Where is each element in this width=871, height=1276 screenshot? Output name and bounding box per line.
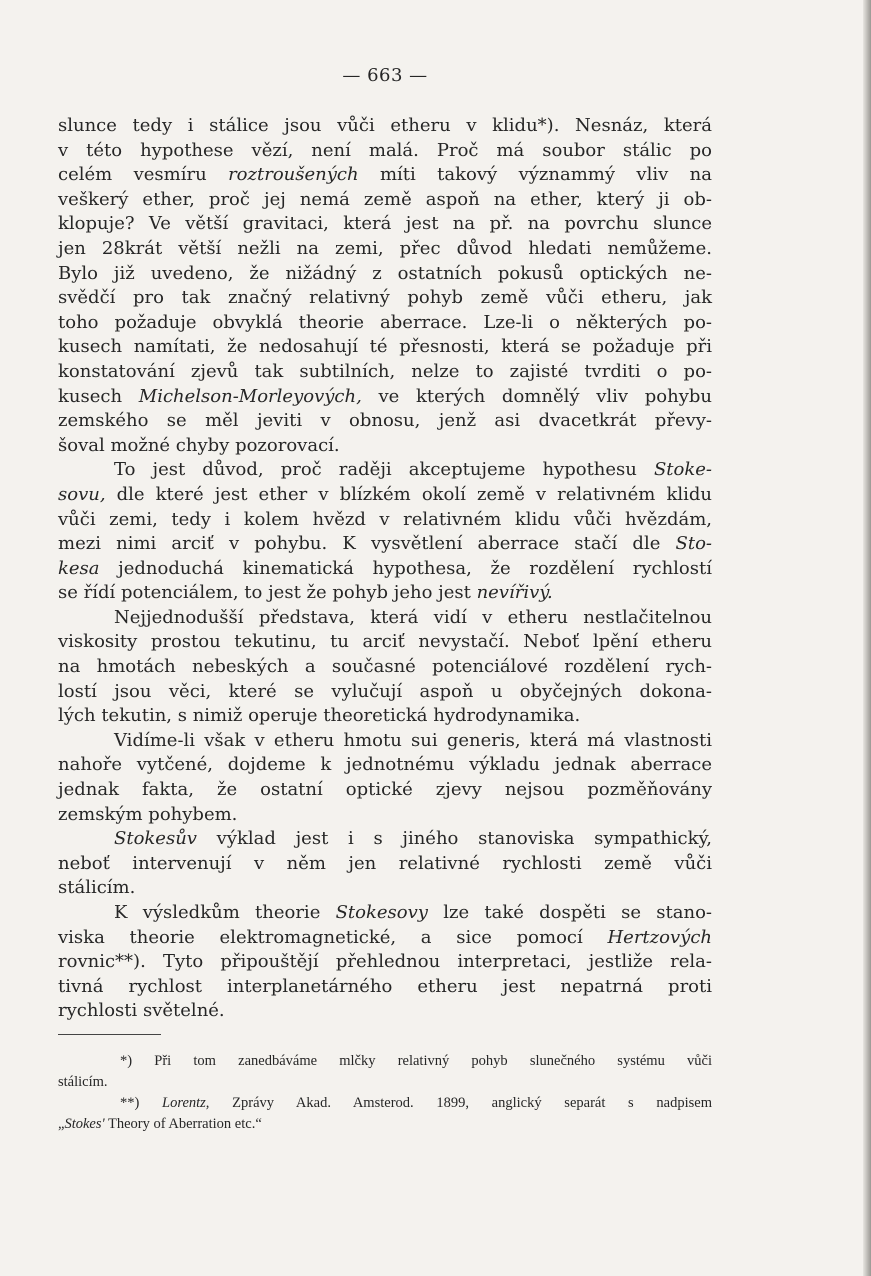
text-line: vůči zemi, tedy i kolem hvězd v relativném klidu vůči hvězdám, bbox=[58, 508, 712, 530]
text-line: sovu, dle které jest ether v blízkém okolí země v relativném klidu bbox=[58, 483, 712, 505]
footnote-divider bbox=[58, 1034, 161, 1035]
italic-name: roztroušených bbox=[228, 164, 359, 186]
text-line: šoval možné chyby pozorovací. bbox=[58, 434, 340, 456]
text-line: lostí jsou věci, které se vylučují aspoň u obyčejných dokona- bbox=[58, 680, 712, 702]
italic-name: Hertzových bbox=[607, 926, 712, 948]
text-line: kusech namítati, že nedosahují té přesnosti, která se požaduje při bbox=[58, 336, 712, 358]
text-line: rychlosti světelné. bbox=[58, 1000, 225, 1022]
text-line: jednak fakta, že ostatní optické zjevy nejsou pozměňovány bbox=[58, 779, 712, 801]
text-line: viska theorie elektromagnetické, a sice pomocí Hertzových bbox=[58, 926, 712, 948]
text-line: tivná rychlost interplanetárného etheru jest nepatrná proti bbox=[58, 975, 712, 997]
text-line: svědčí pro tak značný relativný pohyb země vůči etheru, jak bbox=[58, 287, 712, 309]
text-line: neboť intervenují v něm jen relativné rychlosti země vůči bbox=[58, 852, 712, 874]
italic-name: Stokes' bbox=[64, 1115, 105, 1132]
text-line: Stokesův výklad jest i s jiného stanoviska sympathický, bbox=[114, 828, 712, 850]
text-line: stálicím. bbox=[58, 877, 136, 899]
text-line: na hmotách nebeských a současné potenciálové rozdělení rych- bbox=[58, 656, 712, 678]
text-line: zemského se měl jeviti v obnosu, jenž asi dvacetkrát převy- bbox=[58, 410, 712, 432]
italic-name: Michelson-Morleyových, bbox=[138, 385, 362, 407]
footnote-line: „Stokes' Theory of Aberration etc.“ bbox=[58, 1115, 262, 1132]
text-line: nahoře vytčené, dojdeme k jednotnému výkladu jednak aberrace bbox=[58, 754, 712, 776]
text-line: slunce tedy i stálice jsou vůči etheru v klidu*). Nesnáz, která bbox=[58, 115, 712, 136]
text-line: zemským pohybem. bbox=[58, 803, 238, 825]
text-line: konstatování zjevů tak subtilních, nelze to zajisté tvrditi o po- bbox=[58, 360, 712, 382]
text-line: lých tekutin, s nimiž operuje theoretická hydrodynamika. bbox=[58, 705, 581, 727]
text-line: kesa jednoduchá kinematická hypothesa, že rozdělení rychlostí bbox=[58, 557, 712, 579]
italic-name: Stokesův bbox=[114, 828, 197, 850]
italic-name: Sto- bbox=[675, 533, 712, 555]
italic-name: Stoke- bbox=[653, 459, 712, 481]
text-line: v této hypothese vězí, není malá. Proč má soubor stálic po bbox=[58, 139, 712, 161]
text-line: kusech Michelson-Morleyových, ve kterých domnělý vliv pohybu bbox=[58, 385, 712, 407]
footnote-line: stálicím. bbox=[58, 1073, 108, 1090]
italic-name: nevířivý. bbox=[476, 582, 553, 604]
italic-name: Stokesovy bbox=[335, 902, 428, 923]
text-line: Vidíme-li však v etheru hmotu sui generis, která má vlastnosti bbox=[114, 729, 712, 751]
text-line: celém vesmíru roztroušených míti takový význammý vliv na bbox=[58, 164, 712, 186]
italic-name: kesa bbox=[58, 557, 100, 579]
text-line: rovnic**). Tyto připouštějí přehlednou interpretaci, jestliže rela- bbox=[58, 951, 712, 973]
text-line: mezi nimi arciť v pohybu. K vysvětlení aberrace stačí dle Sto- bbox=[58, 533, 712, 555]
text-line: jen 28krát větší nežli na zemi, přec důvod hledati nemůžeme. bbox=[58, 237, 712, 259]
footnote-line: *) Při tom zanedbáváme mlčky relativný pohyb slunečného systému vůči bbox=[120, 1052, 712, 1069]
text-line: se řídí potenciálem, to jest že pohyb jeho jest nevířivý. bbox=[58, 582, 553, 604]
text-line: Nejjednodušší představa, která vidí v etheru nestlačitelnou bbox=[114, 606, 712, 628]
italic-name: Lorentz, bbox=[162, 1094, 210, 1111]
text-line: toho požaduje obvyklá theorie aberrace. Lze-li o některých po- bbox=[58, 311, 712, 333]
text-line: veškerý ether, proč jej nemá země aspoň na ether, který ji ob- bbox=[58, 188, 712, 210]
text-line: To jest důvod, proč raději akceptujeme hypothesu Stoke- bbox=[114, 459, 712, 481]
body-text bbox=[58, 114, 712, 1024]
book-page bbox=[58, 62, 712, 1135]
text-line: klopuje? Ve větší gravitaci, která jest na př. na povrchu slunce bbox=[58, 213, 712, 235]
page-number: — 663 — bbox=[342, 65, 428, 86]
text-line: viskosity prostou tekutinu, tu arciť nevystačí. Neboť lpění etheru bbox=[58, 631, 712, 653]
text-line: K výsledkům theorie Stokesovy lze také dospěti se stano- bbox=[114, 902, 712, 923]
text-line: Bylo již uvedeno, že nižádný z ostatních pokusů optických ne- bbox=[58, 262, 712, 284]
italic-name: sovu, bbox=[58, 483, 106, 505]
footnotes bbox=[58, 1051, 712, 1135]
footnote-line: **) Lorentz, Zprávy Akad. Amsterod. 1899, anglický separát s nadpisem bbox=[120, 1094, 712, 1111]
page-edge-shadow bbox=[863, 0, 871, 1276]
